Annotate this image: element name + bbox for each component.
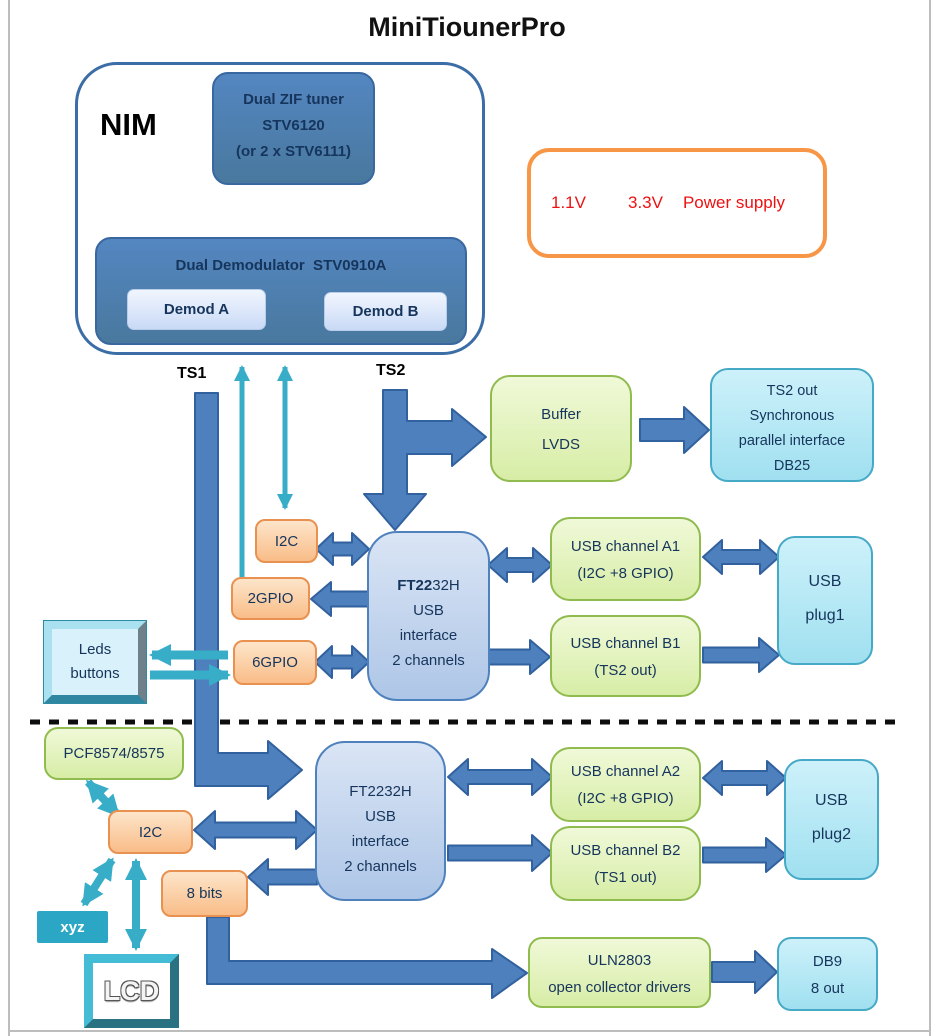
- ft1-line1: FT2232H: [397, 577, 460, 594]
- usbB1-plug1-arrow: [703, 638, 779, 672]
- ts2-label: TS2: [376, 362, 406, 379]
- xyz-block: xyz: [37, 911, 108, 943]
- power-supply-block: [527, 148, 827, 258]
- gpio2-block: 2GPIO: [231, 577, 310, 620]
- usb-channel-a1-block: USB channel A1 (I2C +8 GPIO): [550, 517, 701, 601]
- eight-bits-to-uln-elbow-arrow: [207, 917, 527, 998]
- usb-channel-a2-block: USB channel A2 (I2C +8 GPIO): [550, 747, 701, 822]
- i2c-block-2: I2C: [108, 810, 193, 854]
- uln2803-block: ULN2803 open collector drivers: [528, 937, 711, 1008]
- nim-label: NIM: [100, 107, 157, 142]
- gpio6-block: 6GPIO: [233, 640, 317, 685]
- ts2-out-db25-block: TS2 out Synchronous parallel interface DB25: [710, 368, 874, 482]
- db9-block: DB9 8 out: [777, 937, 878, 1011]
- leds-buttons-block: Leds buttons: [44, 621, 146, 703]
- usbA1-plug1-double-arrow: [703, 540, 779, 574]
- demod-b-block: Demod B: [324, 292, 447, 331]
- power-3v3: 3.3V: [627, 193, 663, 212]
- ts2-bus-branch-arrow: [364, 390, 486, 530]
- usb-plug2-block: USB plug2: [784, 759, 879, 880]
- power-supply-label: Power supply: [682, 193, 786, 212]
- lcd-label: LCD: [103, 975, 160, 1006]
- usb-channel-b1-block: USB channel B1 (TS2 out): [550, 615, 701, 697]
- uln-db9-arrow: [712, 951, 777, 993]
- i2c1-ft1-double-arrow: [316, 533, 369, 565]
- i2c-block-1: I2C: [255, 519, 318, 563]
- ft2232h-block-2: FT2232H USB interface 2 channels: [315, 741, 446, 901]
- ft2-8bits-arrow: [248, 859, 317, 895]
- gpio6-ft1-double-arrow: [315, 646, 369, 678]
- usbB2-plug2-arrow: [703, 838, 786, 872]
- usb-plug1-block: USB plug1: [777, 536, 873, 665]
- buffer-ts2out-arrow: [640, 407, 709, 453]
- demodulator-block: [95, 237, 467, 345]
- i2c-xyz-double-arrow: [84, 860, 112, 904]
- usb-channel-b2-block: USB channel B2 (TS1 out): [550, 826, 701, 901]
- page-title: MiniTiounerPro: [368, 12, 566, 42]
- power-1v1: 1.1V: [551, 193, 586, 212]
- ft2-usbB2-arrow: [448, 835, 552, 871]
- demod-a-block: Demod A: [127, 289, 266, 330]
- eight-bits-block: 8 bits: [161, 870, 248, 917]
- ts1-label: TS1: [177, 365, 207, 382]
- ft2232h-block-1: FT2232H USB interface 2 channels: [367, 531, 490, 701]
- ft1-usbB1-arrow: [489, 640, 550, 674]
- ft2-usbA2-double-arrow: [448, 759, 552, 795]
- pcf8574-block: PCF8574/8575: [44, 727, 184, 780]
- usbA2-plug2-double-arrow: [703, 761, 786, 795]
- ft1-gpio2-arrow: [311, 582, 368, 616]
- buffer-lvds-block: Buffer LVDS: [490, 375, 632, 482]
- i2c2-ft2-double-arrow: [194, 811, 317, 849]
- ft1-usbA1-double-arrow: [488, 548, 552, 582]
- tuner-block: Dual ZIF tuner STV6120 (or 2 x STV6111): [212, 72, 375, 185]
- lcd-block: [84, 954, 179, 1028]
- demodulator-title: Dual Demodulator STV0910A: [175, 257, 387, 274]
